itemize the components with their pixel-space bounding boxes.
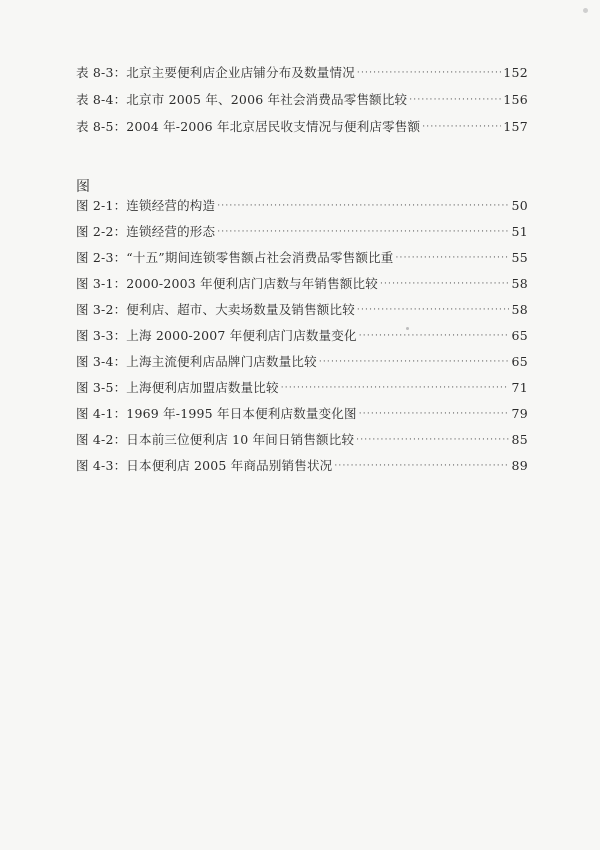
toc-entry-label: 表 8-4：北京市 2005 年、2006 年社会消费品零售额比较 [76, 92, 408, 107]
toc-entry-page: 157 [503, 119, 528, 134]
toc-entry-page: 55 [511, 250, 528, 265]
toc-entry-label: 图 3-1：2000-2003 年便利店门店数与年销售额比较 [76, 276, 378, 291]
toc-entry-label: 图 3-3：上海 2000-2007 年便利店门店数量变化 [76, 328, 357, 343]
dot-leader [217, 196, 509, 216]
toc-entry-figure-2-1[interactable] [76, 196, 528, 216]
dot-leader [334, 456, 509, 476]
toc-entry-figure-2-3[interactable] [76, 248, 528, 268]
toc-entry-figure-2-2[interactable] [76, 222, 528, 242]
toc-entry-figure-3-2[interactable] [76, 300, 528, 320]
toc-entry-table-8-4[interactable] [76, 90, 528, 110]
toc-entry-figure-3-4[interactable] [76, 352, 528, 372]
toc-entry-label: 表 8-3：北京主要便利店企业店铺分布及数量情况 [76, 65, 355, 80]
toc-entry-figure-3-1[interactable] [76, 274, 528, 294]
dot-leader [357, 300, 510, 320]
dot-leader [281, 378, 510, 398]
toc-entry-page: 89 [511, 458, 528, 473]
toc-entry-table-8-5[interactable] [76, 117, 528, 137]
toc-entry-label: 图 3-4：上海主流便利店品牌门店数量比较 [76, 354, 317, 369]
dot-leader [357, 63, 501, 83]
toc-entry-page: 58 [511, 302, 528, 317]
toc-entry-figure-4-1[interactable] [76, 404, 528, 424]
toc-entry-page: 79 [511, 406, 528, 421]
toc-entry-page: 51 [511, 224, 528, 239]
dot-leader [422, 117, 501, 137]
dot-leader [359, 404, 510, 424]
dot-leader [359, 326, 510, 346]
scan-mark [583, 8, 588, 13]
toc-entry-figure-4-2[interactable] [76, 430, 528, 450]
toc-entry-label: 图 4-2：日本前三位便利店 10 年间日销售额比较 [76, 432, 355, 447]
dot-leader [217, 222, 509, 242]
toc-entry-label: 图 4-1：1969 年-1995 年日本便利店数量变化图 [76, 406, 357, 421]
toc-entry-label: 图 3-2：便利店、超市、大卖场数量及销售额比较 [76, 302, 355, 317]
toc-entry-label: 图 2-2：连锁经营的形态 [76, 224, 216, 239]
toc-entry-label: 图 3-5：上海便利店加盟店数量比较 [76, 380, 279, 395]
toc-entry-page: 65 [511, 328, 528, 343]
toc-entry-figure-3-5[interactable] [76, 378, 528, 398]
toc-entry-label: 图 2-1：连锁经营的构造 [76, 198, 216, 213]
toc-entry-page: 85 [511, 432, 528, 447]
dot-leader [409, 90, 501, 110]
toc-entry-figure-3-3[interactable] [76, 326, 528, 346]
dot-leader [380, 274, 510, 294]
dot-leader [356, 430, 509, 450]
dot-leader [396, 248, 510, 268]
figures-section-heading: 图 [76, 179, 90, 195]
toc-entry-page: 65 [511, 354, 528, 369]
toc-entry-page: 156 [503, 92, 528, 107]
toc-entry-page: 71 [511, 380, 528, 395]
toc-entry-label: 表 8-5：2004 年-2006 年北京居民收支情况与便利店零售额 [76, 119, 421, 134]
dot-leader [319, 352, 510, 372]
toc-entry-table-8-3[interactable] [76, 63, 528, 83]
toc-entry-page: 58 [511, 276, 528, 291]
toc-entry-figure-4-3[interactable] [76, 456, 528, 476]
toc-entry-page: 152 [503, 65, 528, 80]
toc-entry-label: 图 2-3：“十五”期间连锁零售额占社会消费品零售额比重 [76, 250, 394, 265]
toc-entry-label: 图 4-3：日本便利店 2005 年商品别销售状况 [76, 458, 333, 473]
toc-entry-page: 50 [511, 198, 528, 213]
